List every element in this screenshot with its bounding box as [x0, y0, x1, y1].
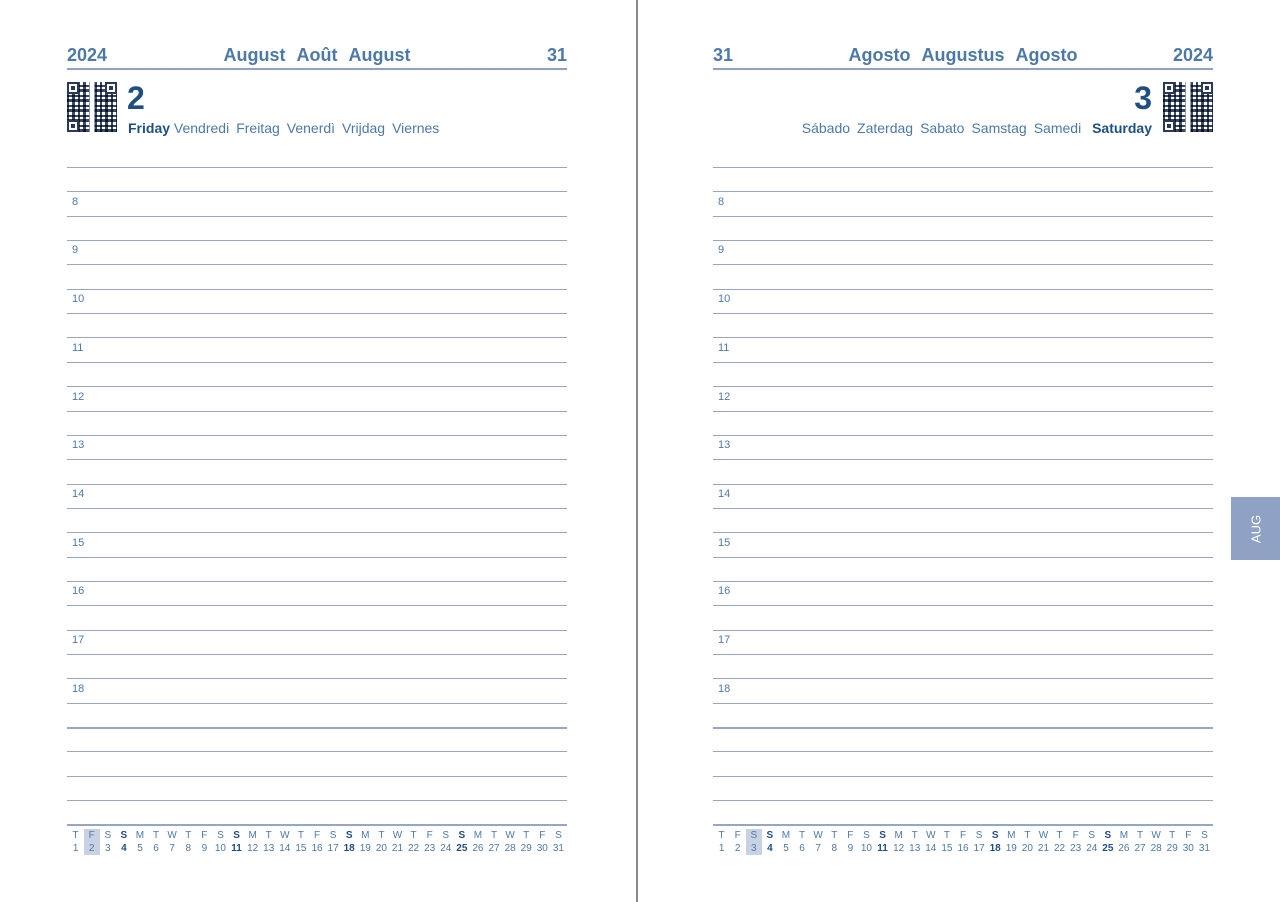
- mini-weekday: T: [185, 830, 192, 841]
- mini-weekday: M: [135, 830, 145, 841]
- left-day-names: [128, 120, 446, 136]
- mini-weekday: W: [926, 830, 936, 841]
- right-day-name: Samstag: [971, 120, 1027, 136]
- mini-date[interactable]: 16: [957, 843, 969, 854]
- right-day-name: Sabato: [920, 120, 965, 136]
- mini-weekday: T: [72, 830, 79, 841]
- mini-weekday: M: [1119, 830, 1129, 841]
- ruled-line: [713, 800, 1213, 801]
- mini-date[interactable]: 27: [488, 843, 500, 854]
- mini-date[interactable]: 3: [746, 842, 762, 855]
- mini-date[interactable]: 6: [799, 843, 805, 854]
- mini-weekday: S: [233, 830, 240, 841]
- left-qr-code-icon: [67, 82, 117, 132]
- ruled-line: [713, 581, 1213, 582]
- ruled-line: [713, 289, 1213, 290]
- ruled-line: [67, 800, 567, 801]
- mini-date[interactable]: 21: [391, 843, 404, 854]
- hour-label: 10: [718, 293, 731, 306]
- mini-weekday-row: [713, 829, 1213, 842]
- mini-date[interactable]: 1: [718, 843, 725, 854]
- ruled-line: [713, 216, 1213, 217]
- mini-date[interactable]: 17: [973, 843, 985, 854]
- ruled-line: [713, 435, 1213, 436]
- ruled-line: [713, 386, 1213, 387]
- ruled-line: [713, 751, 1213, 752]
- hour-label: 18: [72, 682, 85, 695]
- mini-date[interactable]: 18: [343, 843, 355, 854]
- mini-weekday: F: [201, 830, 208, 841]
- mini-weekday: T: [490, 830, 498, 841]
- mini-date[interactable]: 8: [831, 843, 838, 854]
- mini-weekday: F: [734, 830, 741, 841]
- hour-label: 13: [718, 439, 731, 452]
- mini-weekday-row: [67, 829, 567, 842]
- mini-date[interactable]: 29: [1166, 843, 1178, 854]
- mini-weekday: S: [329, 830, 337, 841]
- mini-weekday: W: [1038, 830, 1049, 841]
- right-day-name: Zaterdag: [857, 120, 914, 136]
- hour-label: 8: [718, 195, 725, 208]
- mini-date[interactable]: 19: [1005, 843, 1017, 854]
- mini-weekday: S: [766, 830, 774, 841]
- hour-label: 15: [718, 536, 731, 549]
- mini-date[interactable]: 28: [1150, 843, 1162, 854]
- right-month-es: Agosto: [848, 45, 911, 65]
- ruled-line: [713, 630, 1213, 631]
- mini-date[interactable]: 28: [504, 843, 516, 854]
- left-month-en: August: [223, 45, 286, 65]
- ruled-line: [67, 630, 567, 631]
- mini-weekday: W: [1151, 830, 1161, 841]
- right-month-it: Agosto: [1015, 45, 1078, 65]
- mini-weekday: F: [1185, 830, 1192, 841]
- mini-date[interactable]: 2: [734, 843, 741, 854]
- ruled-line: [67, 776, 567, 777]
- mini-date-row: [67, 842, 567, 855]
- right-qr-code-icon: [1163, 82, 1213, 132]
- mini-weekday: M: [473, 830, 483, 841]
- month-tab-aug[interactable]: [1231, 497, 1280, 560]
- mini-date-row: [713, 842, 1213, 855]
- ruled-line: [713, 557, 1213, 558]
- ruled-line: [713, 508, 1213, 509]
- left-day-name: Viernes: [392, 120, 440, 136]
- mini-date[interactable]: 29: [520, 843, 532, 854]
- mini-date[interactable]: 10: [860, 843, 872, 854]
- ruled-line: [713, 727, 1213, 729]
- mini-weekday: S: [555, 830, 562, 841]
- mini-weekday: S: [458, 830, 466, 841]
- mini-weekday: F: [84, 829, 100, 842]
- mini-date[interactable]: 7: [169, 843, 175, 854]
- mini-date[interactable]: 12: [893, 843, 905, 854]
- ruled-line: [67, 289, 567, 290]
- ruled-line: [67, 605, 567, 606]
- mini-date[interactable]: 14: [925, 843, 937, 854]
- hour-label: 14: [718, 487, 731, 500]
- right-header: [713, 44, 1213, 70]
- right-day-number: 3: [1134, 80, 1152, 116]
- mini-date[interactable]: 26: [472, 843, 484, 854]
- mini-date[interactable]: 21: [1037, 843, 1050, 854]
- mini-date[interactable]: 7: [815, 843, 821, 854]
- left-header: [67, 44, 567, 70]
- mini-weekday: F: [539, 830, 546, 841]
- mini-weekday: S: [217, 830, 224, 841]
- ruled-line: [67, 703, 567, 704]
- right-year: 2024: [1172, 45, 1213, 65]
- mini-date[interactable]: 11: [231, 843, 242, 854]
- mini-weekday: F: [426, 830, 433, 841]
- left-day-name: Vendredi: [173, 120, 230, 136]
- ruled-line: [67, 678, 567, 679]
- ruled-line: [713, 191, 1213, 192]
- mini-date[interactable]: 23: [1070, 843, 1082, 854]
- mini-date[interactable]: 5: [137, 843, 143, 854]
- right-week-number: 31: [713, 45, 734, 65]
- ruled-line: [713, 240, 1213, 241]
- mini-weekday: T: [297, 830, 304, 841]
- right-day-names: [795, 120, 1152, 136]
- mini-weekday: S: [104, 830, 112, 841]
- left-month-fr: Août: [296, 45, 338, 65]
- ruled-line: [67, 751, 567, 752]
- ruled-line: [713, 264, 1213, 265]
- hour-label: 13: [72, 439, 85, 452]
- hour-label: 18: [718, 682, 731, 695]
- ruled-line: [67, 313, 567, 314]
- mini-weekday: F: [847, 830, 854, 841]
- mini-weekday: W: [392, 830, 403, 841]
- right-day-name-primary: Saturday: [1092, 120, 1152, 136]
- mini-weekday: S: [863, 830, 870, 841]
- mini-date[interactable]: 13: [263, 843, 275, 854]
- mini-weekday: M: [361, 830, 370, 841]
- left-month-de: August: [348, 45, 411, 65]
- right-day-name: Sábado: [801, 120, 851, 136]
- ruled-line: [67, 240, 567, 241]
- mini-weekday: T: [718, 830, 725, 841]
- ruled-line: [67, 581, 567, 582]
- hour-label: 11: [718, 341, 730, 354]
- ruled-line: [713, 605, 1213, 606]
- mini-weekday: S: [746, 829, 762, 842]
- mini-date[interactable]: 31: [1198, 843, 1210, 854]
- mini-date[interactable]: 11: [877, 843, 888, 854]
- ruled-line: [67, 264, 567, 265]
- right-page: [638, 0, 1280, 902]
- mini-date[interactable]: 19: [359, 843, 371, 854]
- mini-date[interactable]: 15: [941, 843, 953, 854]
- right-mini-calendar: [713, 824, 1213, 855]
- mini-date[interactable]: 14: [279, 843, 291, 854]
- hour-label: 9: [72, 244, 79, 257]
- hour-label: 12: [718, 390, 731, 403]
- hour-label: 9: [718, 244, 725, 257]
- mini-weekday: M: [894, 830, 903, 841]
- mini-date[interactable]: 15: [295, 843, 307, 854]
- mini-weekday: F: [1072, 830, 1079, 841]
- month-tab-label: AUG: [1248, 514, 1263, 543]
- ruled-line: [713, 776, 1213, 777]
- left-day-name: Venerdì: [286, 120, 336, 136]
- mini-weekday: W: [505, 830, 515, 841]
- mini-weekday: S: [1201, 830, 1208, 841]
- ruled-line: [67, 216, 567, 217]
- left-year: 2024: [67, 45, 108, 65]
- mini-date[interactable]: 24: [1086, 843, 1098, 854]
- mini-date[interactable]: 22: [1054, 843, 1066, 854]
- ruled-line: [67, 337, 567, 338]
- mini-weekday: S: [120, 830, 128, 841]
- mini-date[interactable]: 9: [201, 843, 208, 854]
- mini-date[interactable]: 8: [185, 843, 192, 854]
- mini-date[interactable]: 30: [536, 843, 548, 854]
- mini-weekday: T: [1136, 830, 1144, 841]
- left-mini-calendar: [67, 824, 567, 855]
- mini-weekday: T: [911, 830, 918, 841]
- mini-weekday: T: [410, 830, 417, 841]
- ruled-line: [713, 678, 1213, 679]
- mini-weekday: W: [813, 830, 823, 841]
- mini-weekday: T: [1169, 830, 1176, 841]
- mini-date[interactable]: 4: [767, 843, 773, 854]
- ruled-line: [713, 167, 1213, 168]
- mini-date[interactable]: 20: [1021, 843, 1033, 854]
- mini-weekday: T: [523, 830, 530, 841]
- mini-date[interactable]: 20: [375, 843, 387, 854]
- mini-weekday: S: [1104, 830, 1112, 841]
- mini-weekday: F: [959, 830, 967, 841]
- mini-date[interactable]: 9: [847, 843, 854, 854]
- mini-date[interactable]: 1: [72, 843, 79, 854]
- ruled-line: [713, 654, 1213, 655]
- ruled-line: [67, 532, 567, 533]
- right-day-name: Samedi: [1033, 120, 1082, 136]
- right-month-names: [713, 45, 1213, 66]
- mini-weekday: F: [313, 830, 321, 841]
- mini-date[interactable]: 3: [105, 843, 111, 854]
- mini-weekday: T: [831, 830, 838, 841]
- hour-label: 16: [72, 585, 85, 598]
- left-day-name-primary: Friday: [128, 120, 171, 136]
- left-day-number: 2: [127, 80, 145, 116]
- ruled-line: [67, 459, 567, 460]
- ruled-line: [67, 191, 567, 192]
- ruled-line: [713, 337, 1213, 338]
- hour-label: 17: [718, 634, 731, 646]
- hour-label: 16: [718, 585, 731, 598]
- left-day-name: Freitag: [236, 120, 280, 136]
- mini-weekday: T: [1056, 830, 1063, 841]
- mini-date[interactable]: 25: [456, 843, 468, 854]
- mini-weekday: T: [378, 830, 385, 841]
- ruled-line: [713, 411, 1213, 412]
- ruled-line: [67, 557, 567, 558]
- hour-label: 15: [72, 536, 85, 549]
- hour-label: 11: [72, 341, 84, 354]
- mini-date[interactable]: 4: [121, 843, 127, 854]
- ruled-line: [67, 386, 567, 387]
- mini-weekday: S: [345, 830, 353, 841]
- hour-label: 12: [72, 390, 85, 403]
- mini-date[interactable]: 30: [1182, 843, 1194, 854]
- mini-date[interactable]: 24: [440, 843, 452, 854]
- mini-date[interactable]: 6: [153, 843, 159, 854]
- ruled-line: [67, 362, 567, 363]
- mini-weekday: S: [1088, 830, 1096, 841]
- left-day-name: Vrijdag: [342, 120, 386, 136]
- left-month-names: [67, 45, 567, 66]
- mini-date[interactable]: 26: [1118, 843, 1130, 854]
- mini-date[interactable]: 10: [214, 843, 226, 854]
- mini-weekday: S: [879, 830, 886, 841]
- ruled-line: [67, 484, 567, 485]
- mini-weekday: T: [153, 830, 160, 841]
- mini-date[interactable]: 22: [408, 843, 420, 854]
- mini-weekday: M: [1007, 830, 1016, 841]
- ruled-line: [67, 727, 567, 729]
- mini-weekday: T: [943, 830, 950, 841]
- mini-date[interactable]: 17: [327, 843, 339, 854]
- hour-label: 10: [72, 293, 85, 306]
- mini-weekday: T: [1024, 830, 1031, 841]
- mini-date[interactable]: 2: [84, 842, 100, 855]
- mini-weekday: M: [248, 830, 257, 841]
- mini-weekday: T: [265, 830, 272, 841]
- ruled-line: [713, 532, 1213, 533]
- mini-weekday: S: [975, 830, 983, 841]
- mini-date[interactable]: 18: [989, 843, 1001, 854]
- mini-date[interactable]: 12: [247, 843, 259, 854]
- right-month-nl: Augustus: [921, 45, 1005, 65]
- mini-date[interactable]: 13: [909, 843, 921, 854]
- mini-date[interactable]: 5: [783, 843, 789, 854]
- ruled-line: [67, 167, 567, 168]
- left-page: [0, 0, 637, 902]
- ruled-line: [713, 459, 1213, 460]
- mini-weekday: S: [442, 830, 450, 841]
- mini-date[interactable]: 27: [1134, 843, 1146, 854]
- mini-date[interactable]: 16: [311, 843, 323, 854]
- mini-weekday: M: [781, 830, 791, 841]
- mini-weekday: W: [167, 830, 177, 841]
- mini-weekday: T: [799, 830, 806, 841]
- hour-label: 8: [72, 195, 79, 208]
- hour-label: 14: [72, 487, 85, 500]
- ruled-line: [713, 313, 1213, 314]
- mini-weekday: W: [280, 830, 290, 841]
- ruled-line: [67, 654, 567, 655]
- mini-date[interactable]: 23: [424, 843, 436, 854]
- ruled-line: [713, 362, 1213, 363]
- left-week-number: 31: [546, 45, 567, 65]
- hour-label: 17: [72, 634, 85, 646]
- mini-date[interactable]: 31: [552, 843, 564, 854]
- mini-weekday: S: [991, 830, 999, 841]
- ruled-line: [67, 411, 567, 412]
- ruled-line: [713, 703, 1213, 704]
- ruled-line: [67, 435, 567, 436]
- ruled-line: [713, 484, 1213, 485]
- mini-date[interactable]: 25: [1102, 843, 1114, 854]
- ruled-line: [67, 508, 567, 509]
